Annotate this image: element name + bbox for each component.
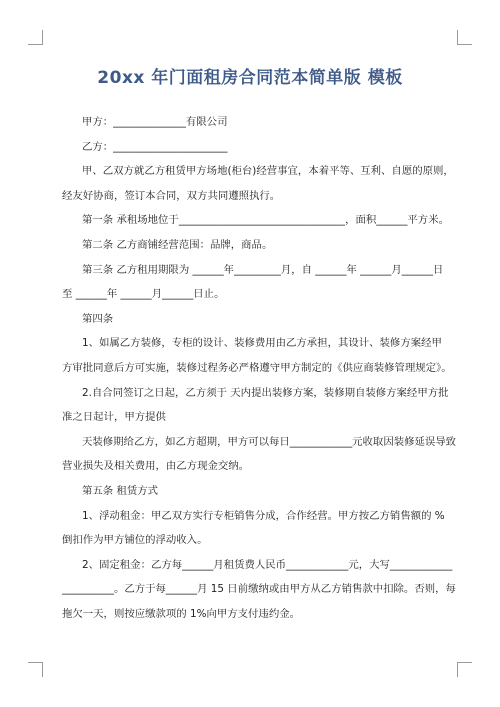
contract-line: 1、如属乙方装修，专柜的设计、装修费用由乙方承担，其设计、装修方案经甲 — [82, 337, 442, 350]
contract-line: 第三条 乙方租用期限为 ______年_________月，自 ______年 ______月______日 — [82, 263, 444, 276]
contract-line: 倒扣作为甲方铺位的浮动收入。 — [62, 534, 208, 547]
contract-line: 甲、乙双方就乙方租赁甲方场地(柜台)经营事宜，本着平等、互利、自愿的原则， — [82, 165, 454, 178]
contract-line: 方审批同意后方可实施，装修过程务必严格遵守甲方制定的《供应商装修管理规定》。 — [62, 361, 452, 374]
contract-line: 第二条 乙方商铺经营范围：品牌，商品。 — [82, 238, 273, 251]
contract-line: 第四条 — [82, 312, 114, 325]
document-title: 20xx 年门面租房合同范本简单版 模板 — [97, 68, 403, 88]
crop-mark-top-right — [457, 30, 472, 45]
contract-line: 2.自合同签订之日起，乙方须于 天内提出装修方案，装修期自装修方案经甲方批 — [82, 386, 449, 399]
contract-line: 营业损失及相关费用，由乙方现金交纳。 — [62, 460, 250, 473]
contract-line: 至 ______年 ______月______日止。 — [62, 288, 225, 301]
contract-line: 乙方：______________________ — [82, 140, 228, 153]
contract-line: 1、浮动租金：甲乙双方实行专柜销售分成，合作经营。甲方按乙方销售额的 % — [82, 509, 445, 522]
contract-line: 2、固定租金：乙方每______月租赁费人民币____________元，大写____________ — [82, 558, 453, 571]
contract-line: 第一条 承租场地位于________________________________，面积______平方米。 — [82, 214, 449, 227]
crop-mark-bottom-left — [28, 662, 43, 677]
contract-line: 第五条 租赁方式 — [82, 484, 159, 497]
contract-line: __________。乙方于每______月 15 日前缴纳或由甲方从乙方销售款中扣除。否则，每 — [62, 583, 456, 596]
contract-line: 经友好协商，签订本合同，双方共同遵照执行。 — [62, 189, 281, 202]
document-body — [62, 110, 457, 626]
contract-line: 天装修期给乙方，如乙方超期，甲方可以每日____________元收取因装修延误导致 — [82, 435, 457, 448]
crop-mark-top-left — [28, 30, 43, 45]
crop-mark-bottom-right — [457, 662, 472, 677]
contract-line: 准之日起计，甲方提供 — [62, 411, 166, 424]
contract-line: 甲方：______________有限公司 — [82, 116, 228, 128]
contract-line: 拖欠一天，则按应缴款项的 1%向甲方支付违约金。 — [62, 607, 300, 620]
